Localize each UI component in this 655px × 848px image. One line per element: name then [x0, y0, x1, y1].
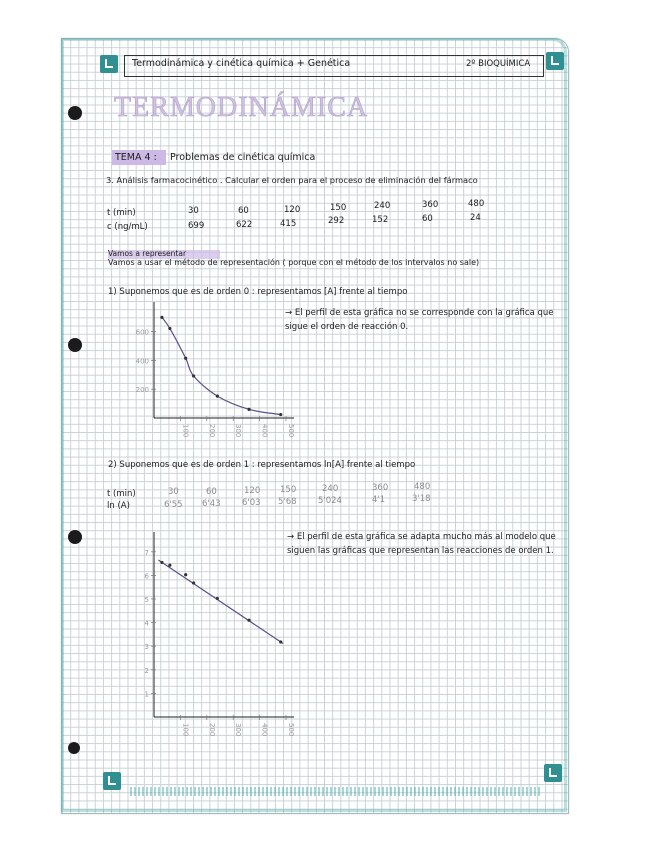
y-tick-label: 1	[144, 690, 149, 699]
binder-hole	[68, 530, 82, 544]
brand-logo-icon	[100, 55, 118, 73]
t-value: 480	[468, 199, 485, 209]
ln-value: 6'43	[202, 499, 221, 509]
header-course: 2º BIOQUÍMICA	[466, 59, 531, 69]
x-tick-label: 200	[207, 424, 216, 438]
section-title: TERMODINÁMICA	[114, 92, 369, 123]
ln-value: 6'03	[242, 498, 261, 508]
binder-hole	[68, 742, 80, 754]
method-heading: Vamos a representar	[108, 249, 187, 258]
topic-title: Problemas de cinética química	[170, 152, 316, 163]
x-tick-label: 400	[260, 723, 269, 737]
brand-logo-icon	[546, 52, 564, 70]
ln-label: ln (A)	[107, 501, 130, 511]
part1-note	[285, 306, 565, 334]
y-tick-label: 6	[144, 572, 149, 581]
y-tick-label: 4	[144, 619, 149, 628]
header-subject: Termodinámica y cinética química + Genética	[132, 58, 351, 69]
ln-value: 5'68	[278, 497, 297, 507]
binder-hole	[68, 106, 82, 120]
brand-logo-icon	[544, 764, 562, 782]
c-value: 699	[188, 221, 205, 231]
x-tick-label: 500	[287, 424, 295, 438]
part1-note-text: → El perfil de esta gráfica no se corresponde con la gráfica que sigue el orden de reacción 0.	[285, 308, 554, 332]
y-tick-label: 400	[135, 357, 149, 366]
y-tick-label: 3	[144, 643, 149, 652]
t-label: t (min)	[107, 208, 136, 218]
t-value: 120	[284, 205, 301, 215]
c-value: 60	[422, 214, 433, 224]
t2-value: 360	[372, 483, 389, 493]
t2-value: 240	[322, 484, 339, 494]
ln-value: 6'55	[164, 500, 183, 510]
y-tick-label: 7	[144, 548, 149, 557]
t-value: 150	[330, 203, 347, 213]
t2-value: 150	[280, 485, 297, 495]
t-value: 360	[422, 200, 439, 210]
y-tick-label: 5	[144, 596, 149, 604]
c-value: 152	[372, 215, 389, 225]
problem-statement: 3. Análisis farmacocinético . Calcular el orden para el proceso de eliminación del fármaco	[106, 175, 478, 185]
t-label-2: t (min)	[107, 489, 136, 499]
c-label: c (ng/mL)	[107, 222, 148, 232]
x-tick-label: 500	[287, 723, 295, 737]
x-tick-label: 300	[234, 424, 243, 438]
t-value: 240	[374, 201, 391, 211]
t2-value: 60	[206, 487, 217, 497]
y-tick-label: 200	[135, 386, 149, 395]
x-tick-label: 200	[207, 723, 216, 737]
t2-value: 120	[244, 486, 261, 496]
y-tick-label: 2	[144, 666, 149, 675]
brand-logo-icon	[103, 772, 121, 790]
c-value: 24	[470, 213, 481, 223]
part2-note	[287, 530, 559, 558]
c-value: 292	[328, 216, 345, 226]
part2-note-text: → El perfil de esta gráfica se adapta mucho más al modelo que siguen las gráficas que representan las reacciones de orden 1.	[287, 532, 556, 556]
part2-heading: 2) Suponemos que es de orden 1 : representamos ln[A] frente al tiempo	[108, 460, 416, 470]
t2-value: 30	[168, 487, 179, 497]
y-tick-label: 600	[135, 328, 149, 337]
t-value: 60	[238, 206, 249, 216]
x-tick-label: 100	[181, 424, 190, 438]
t2-value: 480	[414, 482, 431, 492]
ln-value: 4'1	[372, 495, 386, 505]
x-tick-label: 400	[260, 424, 269, 438]
c-value: 415	[280, 219, 297, 229]
c-value: 622	[236, 220, 253, 230]
x-tick-label: 300	[234, 723, 243, 737]
ln-value: 3'18	[412, 494, 431, 504]
x-tick-label: 100	[181, 723, 190, 737]
part1-heading: 1) Suponemos que es de orden 0 : representamos [A] frente al tiempo	[108, 287, 408, 297]
t-value: 30	[188, 206, 199, 216]
method-text: Vamos a usar el método de representación ( porque con el método de los intervalos no sale)	[108, 258, 480, 267]
decorative-strip	[130, 787, 540, 796]
ln-value: 5'024	[318, 496, 342, 506]
binder-hole	[68, 338, 82, 352]
topic-label: TEMA 4 :	[115, 152, 157, 163]
